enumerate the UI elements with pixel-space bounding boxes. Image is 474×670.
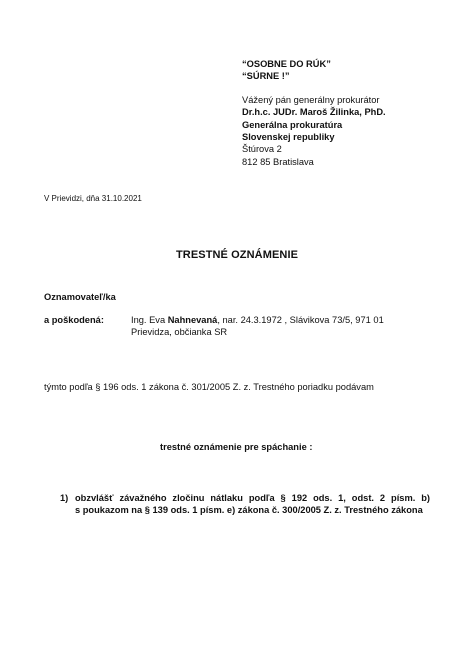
notifier-surname: Nahnevaná [167,315,218,325]
place-date: V Prievidzi, dňa 31.10.2021 [44,194,142,203]
recipient-institution-line1: Generálna prokuratúra [242,120,343,130]
notifier-name-prefix: Ing. Eva [131,315,168,325]
statement-text: týmto podľa § 196 ods. 1 zákona č. 301/2005 Z. z. Trestného poriadku podávam [44,382,374,392]
notifier-details-line2: Prievidza, občianka SR [131,327,228,337]
recipient-street: Štúrova 2 [242,144,282,154]
recipient-city: 812 85 Bratislava [242,157,314,167]
recipient-institution-line2: Slovenskej republiky [242,132,335,142]
recipient-name: Dr.h.c. JUDr. Maroš Žilinka, PhD. [242,107,386,117]
personal-delivery-note: “OSOBNE DO RÚK” [242,59,331,69]
urgent-note: “SÚRNE !” [242,71,290,81]
charges-subheading: trestné oznámenie pre spáchanie : [160,442,313,452]
notifier-label-line1: Oznamovateľ/ka [44,292,116,302]
notifier-details-rest: , nar. 24.3.1972 , Slávikova 73/5, 971 01 [217,315,384,325]
charge-text-line1: obzvlášť závažného zločinu nátlaku podľa § 192 ods. 1, odst. 2 písm. b) [75,493,430,503]
notifier-label-line2: a poškodená: [44,315,104,325]
charge-number: 1) [60,493,69,503]
charge-text-line2: s poukazom na § 139 ods. 1 písm. e) zákona č. 300/2005 Z. z. Trestného zákona [75,505,423,515]
document-title: TRESTNÉ OZNÁMENIE [175,249,299,261]
notifier-details-line1 [131,315,384,327]
recipient-salutation: Vážený pán generálny prokurátor [242,95,380,105]
